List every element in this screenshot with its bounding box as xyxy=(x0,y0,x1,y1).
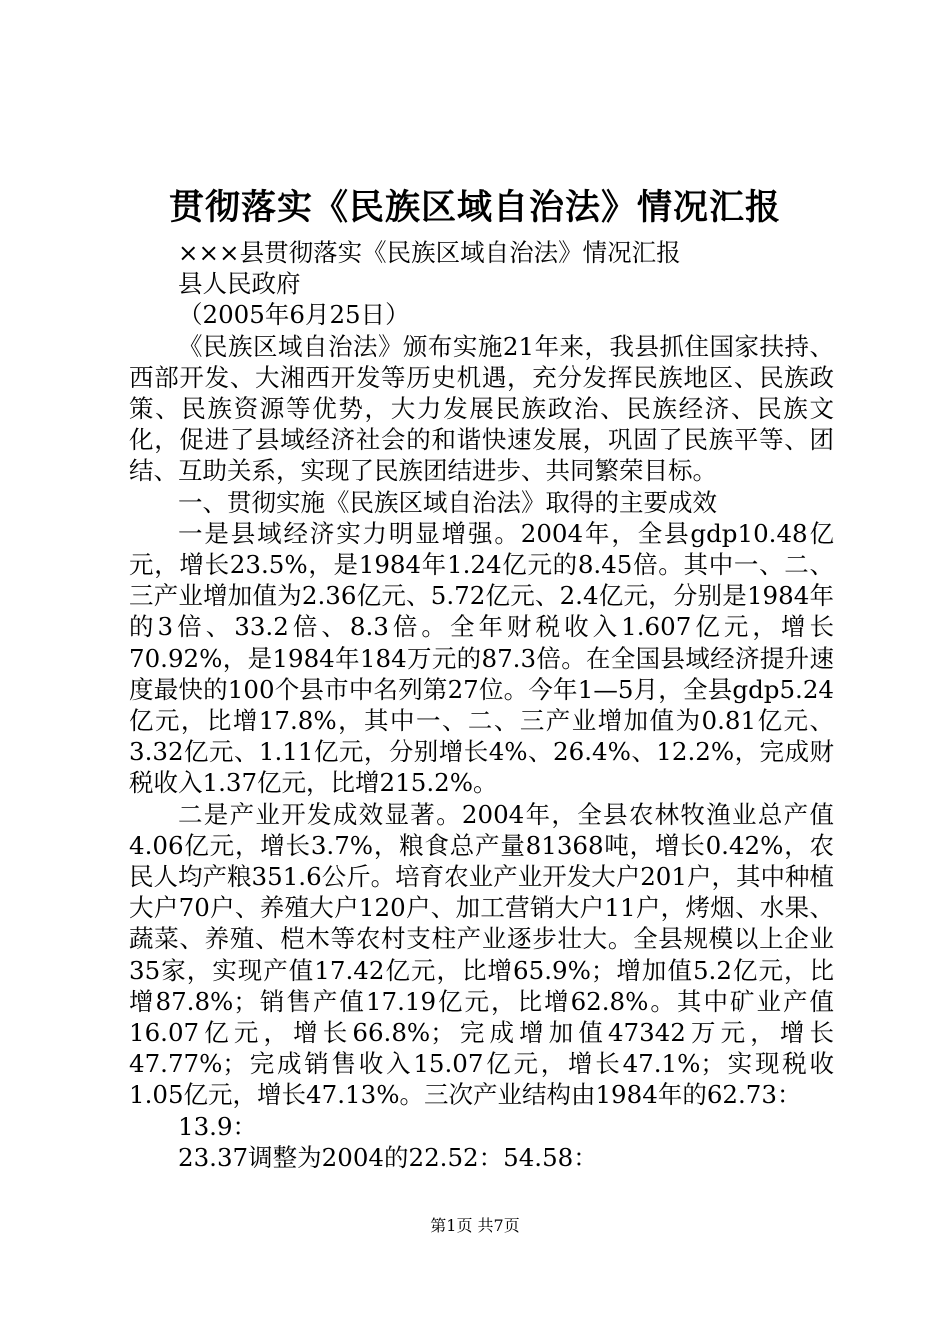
paragraph-ratio-2: 23.37调整为2004的22.52：54.58： xyxy=(178,1142,598,1172)
subtitle-line: ×××县贯彻落实《民族区域自治法》情况汇报 xyxy=(178,238,681,267)
page-footer: 第1页 共7页 xyxy=(430,1216,520,1235)
issuer-line: 县人民政府 xyxy=(178,269,301,299)
date-line: （2005年6月25日） xyxy=(178,300,410,330)
paragraph-economy: 一是县域经济实力明显增强。2004年，全县gdp10.48亿元，增长23.5%，是1984年1.24亿元的8.45倍。其中一、二、三产业增加值为2.36亿元、5.72亿元、2.4亿元，分别是1984年的3倍、33.2倍、8.3倍。全年财税收入1.607亿元，增长70.92%，是1984年184万元的87.3倍。在全国县域经济提升速度最快的100个县市中名列第27位。今年1—5月，全县gdp5.24亿元，比增17.8%，其中一、二、三产业增加值为0.81亿元、3.32亿元、1.11亿元，分别增长4%、26.4%、12.2%，完成财税收入1.37亿元，比增215.2%。 xyxy=(129,518,834,798)
paragraph-ratio-1: 13.9： xyxy=(178,1111,258,1141)
document-title: 贯彻落实《民族区域自治法》情况汇报 xyxy=(168,187,781,228)
paragraph-industry: 二是产业开发成效显著。2004年，全县农林牧渔业总产值4.06亿元，增长3.7%，粮食总产量81368吨，增长0.42%，农民人均产粮351.6公斤。培育农业产业开发大户201户，其中种植大户70户、养殖大户120户、加工营销大户11户，烤烟、水果、蔬菜、养殖、桤木等农村支柱产业逐步壮大。全县规模以上企业35家，实现产值17.42亿元，比增65.9%；增加值5.2亿元，比增87.8%；销售产值17.19亿元，比增62.8%。其中矿业产值16.07亿元，增长66.8%；完成增加值47342万元，增长47.77%；完成销售收入15.07亿元，增长47.1%；实现税收1.05亿元，增长47.13%。三次产业结构由1984年的62.73： xyxy=(129,799,834,1110)
section-heading: 一、贯彻实施《民族区域自治法》取得的主要成效 xyxy=(178,487,717,517)
document-body xyxy=(129,237,834,1173)
intro-paragraph: 《民族区域自治法》颁布实施21年来，我县抓住国家扶持、西部开发、大湘西开发等历史机遇，充分发挥民族地区、民族政策、民族资源等优势，大力发展民族政治、民族经济、民族文化，促进了县域经济社会的和谐快速发展，巩固了民族平等、团结、互助关系，实现了民族团结进步、共同繁荣目标。 xyxy=(129,331,834,486)
